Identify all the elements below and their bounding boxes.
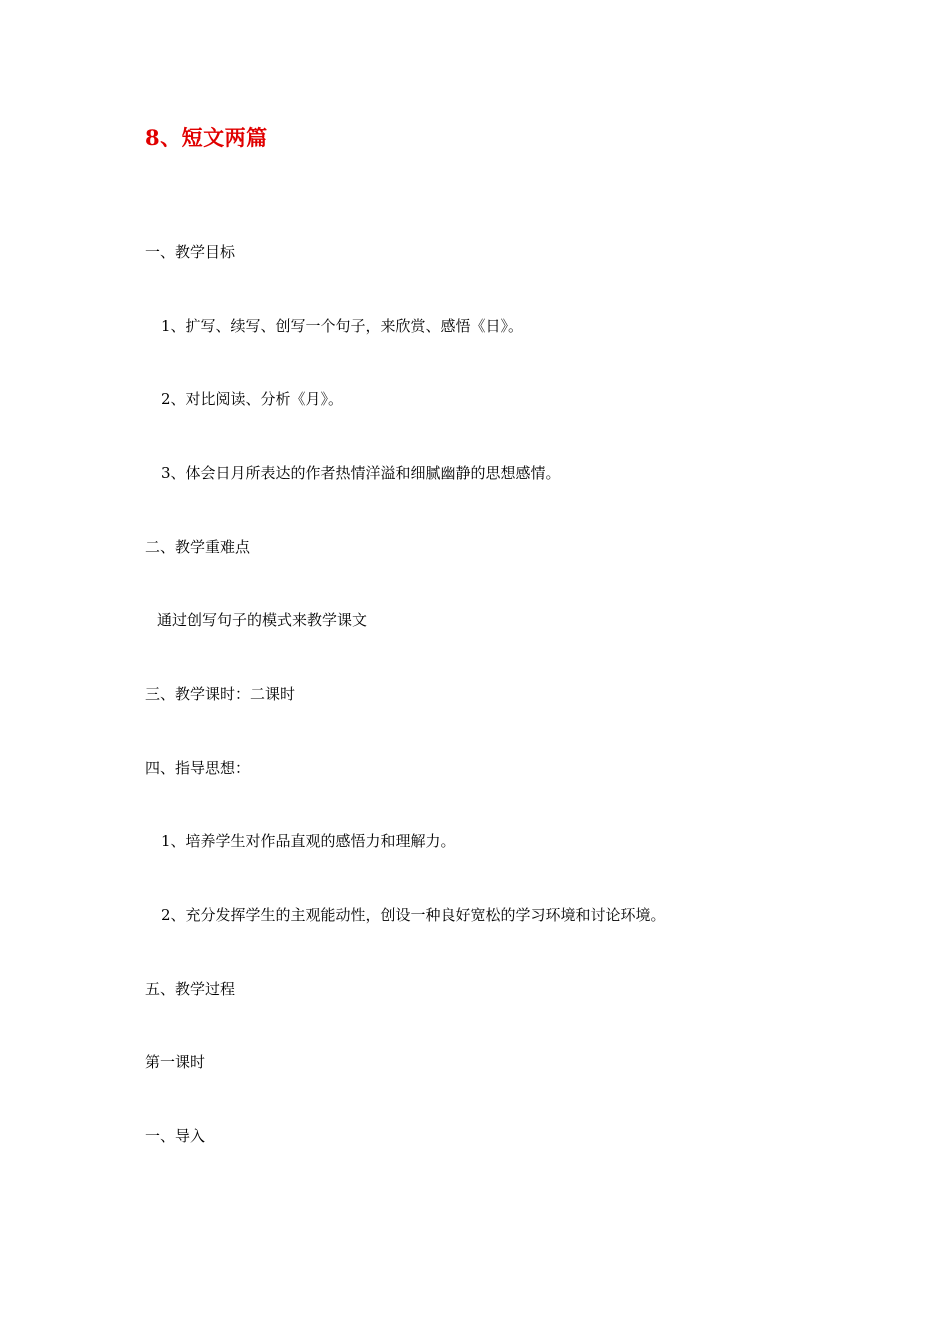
guiding-item-1: 1、培养学生对作品直观的感悟力和理解力。 [161,832,456,850]
goal-item-1: 1、扩写、续写、创写一个句子，来欣赏、感悟《日》。 [161,317,524,335]
section-heading-teaching-goals: 一、教学目标 [145,243,236,261]
section-heading-key-points: 二、教学重难点 [145,538,251,556]
section-heading-class-hours: 三、教学课时：二课时 [145,685,296,703]
guiding-item-2: 2、充分发挥学生的主观能动性，创设一种良好宽松的学习环境和讨论环境。 [161,906,666,924]
section-heading-guiding-ideas: 四、指导思想： [145,759,251,777]
subheading-first-lesson: 第一课时 [145,1053,206,1071]
key-points-text: 通过创写句子的模式来教学课文 [157,611,368,629]
goal-item-2: 2、对比阅读、分析《月》。 [161,390,344,408]
document-title: 8、短文两篇 [145,125,268,150]
section-heading-teaching-process: 五、教学过程 [145,980,236,998]
goal-item-3: 3、体会日月所表达的作者热情洋溢和细腻幽静的思想感情。 [161,464,561,482]
subheading-introduction: 一、导入 [145,1127,206,1145]
